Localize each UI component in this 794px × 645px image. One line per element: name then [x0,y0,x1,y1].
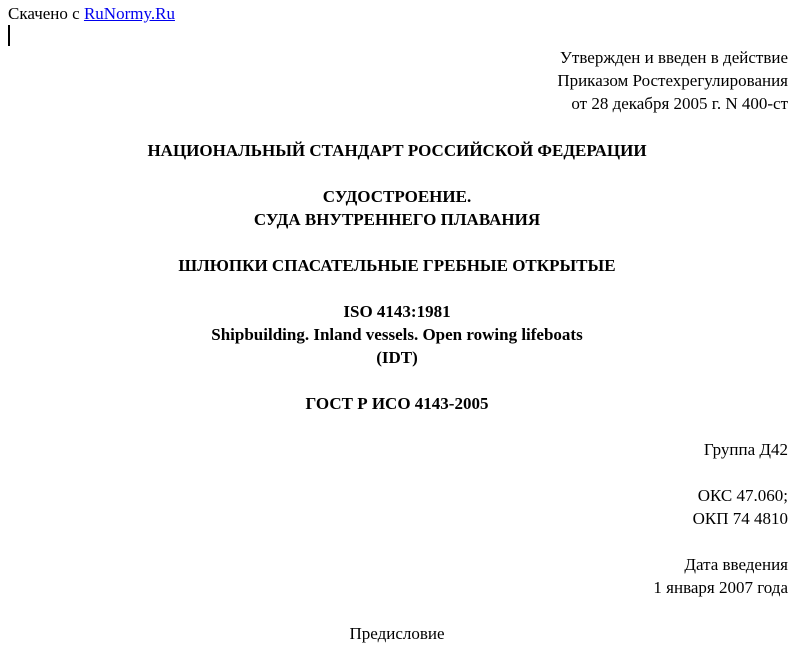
subject-line-1: СУДОСТРОЕНИЕ. [322,187,472,206]
downloaded-from-notice [8,2,175,25]
iso-reference [0,300,794,369]
okp-code: ОКП 74 4810 [692,509,788,528]
subject-line-2: СУДА ВНУТРЕННЕГО ПЛАВАНИЯ [253,210,541,229]
foreword-heading: Предисловие [349,624,445,643]
effective-date-value: 1 января 2007 года [653,578,788,597]
document-title: ШЛЮПКИ СПАСАТЕЛЬНЫЕ ГРЕБНЫЕ ОТКРЫТЫЕ [178,256,616,275]
approval-line-2: Приказом Ростехрегулирования [557,71,788,90]
approval-line-3: от 28 декабря 2005 г. N 400-ст [571,94,788,113]
effective-date-label: Дата введения [684,555,788,574]
classification-codes [693,484,788,530]
approval-block [557,46,788,115]
downloaded-prefix: Скачено с [8,4,84,23]
iso-title: Shipbuilding. Inland vessels. Open rowing lifeboats [211,325,583,344]
iso-status: (IDT) [376,348,418,367]
group-code: Группа Д42 [703,440,788,459]
oks-code: ОКС 47.060; [697,486,788,505]
approval-line-1: Утвержден и введен в действие [559,48,788,67]
subject-heading [0,185,794,231]
runormy-link[interactable]: RuNormy.Ru [83,4,175,23]
gost-number: ГОСТ Р ИСО 4143-2005 [305,394,489,413]
effective-date-block [653,553,788,599]
iso-number: ISO 4143:1981 [343,302,451,321]
text-cursor [8,25,10,46]
national-standard-heading: НАЦИОНАЛЬНЫЙ СТАНДАРТ РОССИЙСКОЙ ФЕДЕРАЦИИ [147,141,647,160]
